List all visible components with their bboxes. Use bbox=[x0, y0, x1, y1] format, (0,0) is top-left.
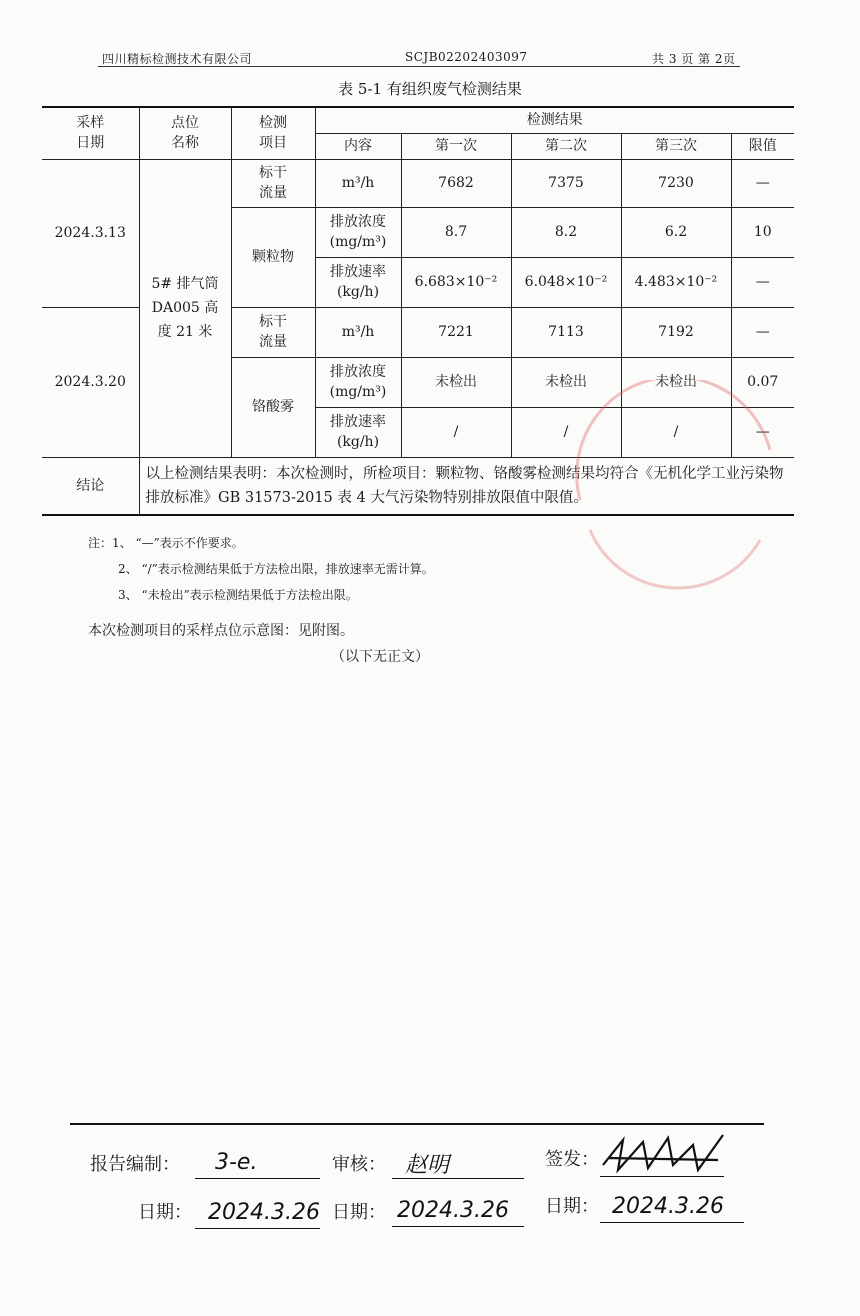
review-label: 审核： bbox=[332, 1154, 386, 1175]
value-cell: 8.2 bbox=[511, 207, 621, 257]
review-date: 2024.3.26 bbox=[397, 1198, 509, 1223]
end-note: （以下无正文） bbox=[331, 649, 429, 665]
issue-signature bbox=[598, 1130, 728, 1180]
item-cell: 标干 流量 bbox=[231, 307, 315, 357]
value-cell: 7682 bbox=[401, 159, 511, 207]
review-signature: 赵明 bbox=[405, 1153, 450, 1178]
report-number: SCJB02202403097 bbox=[405, 50, 528, 64]
sampling-date: 2024.3.13 bbox=[42, 159, 139, 307]
table-row bbox=[42, 159, 794, 207]
value-cell: 7113 bbox=[511, 307, 621, 357]
compiled-label: 报告编制： bbox=[90, 1154, 180, 1175]
footer-rule bbox=[70, 1123, 764, 1125]
item-cell: 标干 流量 bbox=[231, 159, 315, 207]
signature-line bbox=[600, 1222, 744, 1223]
limit-cell: 0.07 bbox=[731, 357, 794, 407]
value-cell: 7221 bbox=[401, 307, 511, 357]
point-name: 5# 排气筒 DA005 高 度 21 米 bbox=[139, 159, 231, 457]
date-label: 日期： bbox=[545, 1196, 599, 1217]
header-item: 检测 项目 bbox=[231, 107, 315, 159]
company-name: 四川精标检测技术有限公司 bbox=[102, 52, 253, 66]
seal-stamp bbox=[560, 380, 790, 590]
issue-label: 签发： bbox=[545, 1149, 599, 1170]
value-cell: / bbox=[621, 407, 731, 457]
header-limit: 限值 bbox=[731, 133, 794, 159]
header-first: 第一次 bbox=[401, 133, 511, 159]
header-content: 内容 bbox=[315, 133, 401, 159]
sampling-note: 本次检测项目的采样点位示意图：见附图。 bbox=[88, 623, 354, 639]
limit-cell: — bbox=[731, 257, 794, 307]
signature-line bbox=[392, 1178, 524, 1179]
header-third: 第三次 bbox=[621, 133, 731, 159]
date-label: 日期： bbox=[138, 1202, 192, 1223]
table-title: 表 5-1 有组织废气检测结果 bbox=[338, 80, 522, 98]
value-cell: 未检出 bbox=[511, 357, 621, 407]
signature-line bbox=[195, 1178, 320, 1179]
value-cell: 8.7 bbox=[401, 207, 511, 257]
content-cell: 排放速率 (kg/h) bbox=[315, 257, 401, 307]
value-cell: 6.048×10⁻² bbox=[511, 257, 621, 307]
header-date: 采样 日期 bbox=[42, 107, 139, 159]
value-cell: 6.2 bbox=[621, 207, 731, 257]
notes-block bbox=[88, 530, 434, 608]
signature-line bbox=[195, 1228, 320, 1229]
page-info: 共 3 页 第 2页 bbox=[652, 52, 736, 66]
content-cell: 排放浓度 (mg/m³) bbox=[315, 207, 401, 257]
value-cell: / bbox=[511, 407, 621, 457]
signature-line bbox=[392, 1226, 524, 1227]
conclusion-text: 以上检测结果表明：本次检测时，所检项目：颗粒物、铬酸雾检测结果均符合《无机化学工业污染物排放标准》GB 31573-2015 表 4 大气污染物特别排放限值中限值。 bbox=[139, 457, 794, 515]
limit-cell: — bbox=[731, 307, 794, 357]
content-cell: m³/h bbox=[315, 307, 401, 357]
header-point: 点位 名称 bbox=[139, 107, 231, 159]
value-cell: 4.483×10⁻² bbox=[621, 257, 731, 307]
note-item: 2、 “/”表示检测结果低于方法检出限，排放速率无需计算。 bbox=[118, 562, 434, 576]
compiled-date: 2024.3.26 bbox=[208, 1200, 320, 1225]
limit-cell: 10 bbox=[731, 207, 794, 257]
value-cell: 6.683×10⁻² bbox=[401, 257, 511, 307]
value-cell: / bbox=[401, 407, 511, 457]
item-cell: 铬酸雾 bbox=[231, 357, 315, 457]
issue-date: 2024.3.26 bbox=[612, 1194, 724, 1219]
value-cell: 未检出 bbox=[621, 357, 731, 407]
content-cell: 排放速率 (kg/h) bbox=[315, 407, 401, 457]
limit-cell: — bbox=[731, 159, 794, 207]
header-second: 第二次 bbox=[511, 133, 621, 159]
limit-cell: — bbox=[731, 407, 794, 457]
value-cell: 未检出 bbox=[401, 357, 511, 407]
header-results: 检测结果 bbox=[315, 107, 794, 133]
content-cell: 排放浓度 (mg/m³) bbox=[315, 357, 401, 407]
header-rule bbox=[98, 66, 740, 67]
date-label: 日期： bbox=[332, 1202, 386, 1223]
note-item: 注：1、 “—”表示不作要求。 bbox=[88, 536, 244, 550]
compiled-signature: 3-e. bbox=[215, 1150, 258, 1175]
item-cell: 颗粒物 bbox=[231, 207, 315, 307]
value-cell: 7192 bbox=[621, 307, 731, 357]
value-cell: 7230 bbox=[621, 159, 731, 207]
value-cell: 7375 bbox=[511, 159, 621, 207]
sampling-date: 2024.3.20 bbox=[42, 307, 139, 457]
signature-line bbox=[600, 1176, 724, 1177]
content-cell: m³/h bbox=[315, 159, 401, 207]
conclusion-label: 结论 bbox=[42, 457, 139, 515]
note-item: 3、 “未检出”表示检测结果低于方法检出限。 bbox=[118, 588, 358, 602]
